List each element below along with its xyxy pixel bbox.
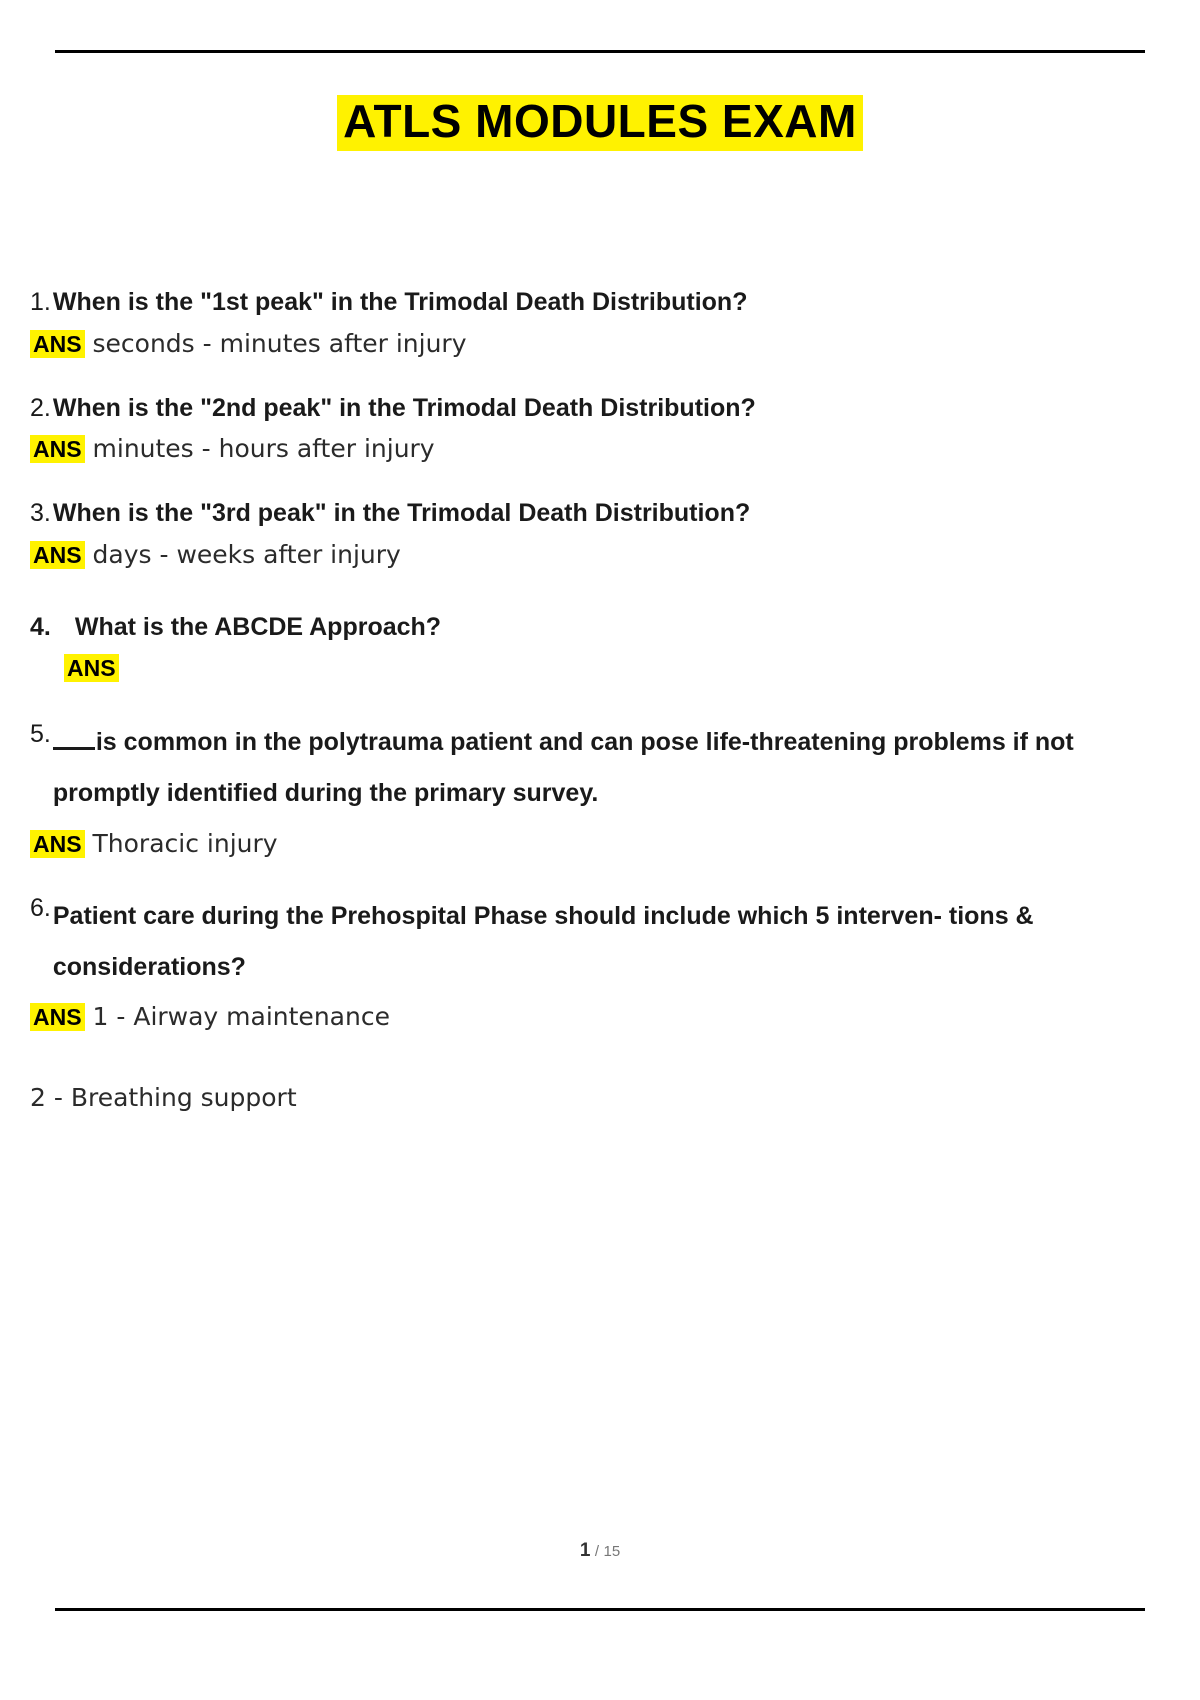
answer-row [30,826,1110,861]
question-text: When is the "3rd peak" in the Trimodal Death Distribution? [52,499,751,527]
question-number: 3. [30,499,51,527]
question-number: 5. [30,720,51,748]
answer-row [30,431,1110,466]
question-number: 1. [30,288,51,316]
answer-row [30,999,1110,1034]
question-row [30,610,1110,645]
answer-text: Thoracic injury [92,828,278,858]
total-page-count: 15 [603,1543,621,1560]
question-text: is common in the polytrauma patient and can pose life-threatening problems if not promptly identified during the primary survey. [52,728,1074,808]
question-number: 2. [30,393,51,422]
question-text: When is the "2nd peak" in the Trimodal Death Distribution? [52,393,756,422]
answer-tag: ANS [30,330,85,358]
question-text: When is the "1st peak" in the Trimodal Death Distribution? [52,288,748,316]
question-row [30,391,1110,426]
answer-text: minutes - hours after injury [92,434,435,463]
answer-continuation-row [30,1080,1110,1115]
question-row [30,717,1110,820]
header-divider [55,50,1145,53]
question-text: What is the ABCDE Approach? [74,612,442,641]
page-footer [0,1540,1200,1562]
question-list [30,285,1110,1123]
page-title: ATLS MODULES EXAM [337,95,863,151]
current-page-number: 1 [579,1540,591,1561]
answer-tag: ANS [30,830,85,858]
answer-row [30,650,1110,685]
answer-text: 1 - Airway maintenance [92,1002,390,1031]
answer-tag: ANS [30,1003,85,1031]
question-text-blank [53,717,1110,820]
fill-in-blank [53,730,95,750]
question-text: Patient care during the Prehospital Phase should include which 5 interven- tions & considerations? [52,901,1034,981]
question-number: 4. [30,612,51,641]
page-separator: / [594,1543,600,1560]
question-row [30,496,1110,531]
answer-text: days - weeks after injury [92,539,401,569]
answer-text-line2: 2 - Breathing support [30,1083,297,1112]
answer-tag: ANS [64,654,119,682]
question-row [30,285,1110,320]
question-number: 6. [30,893,51,922]
page-title-container [0,95,1200,151]
answer-text: seconds - minutes after injury [92,328,467,358]
question-row [30,891,1110,994]
answer-row [30,326,1110,361]
footer-divider [55,1608,1145,1611]
answer-tag: ANS [30,541,85,569]
answer-row [30,537,1110,572]
answer-tag: ANS [30,435,85,463]
